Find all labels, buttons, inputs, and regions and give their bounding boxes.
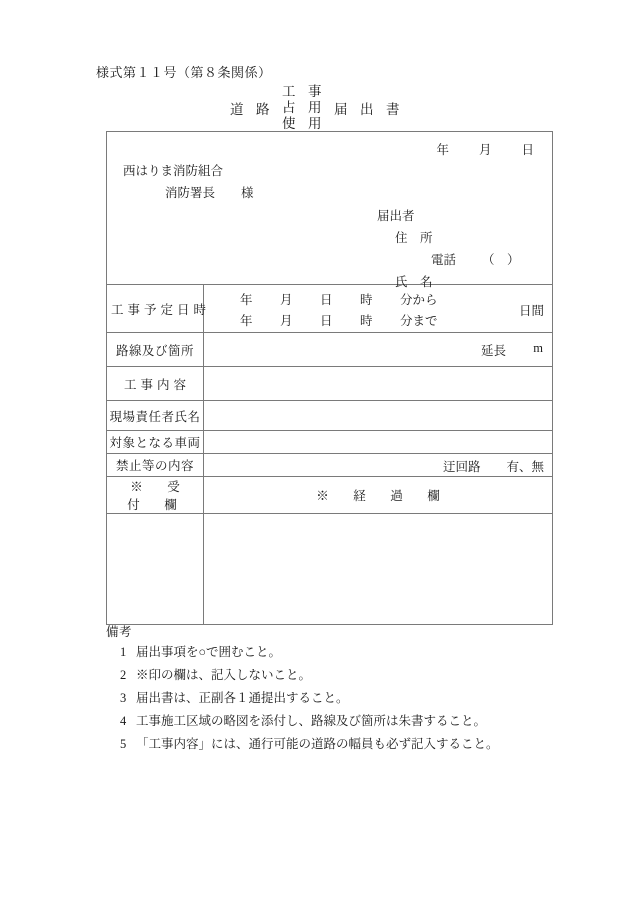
note-text: 工事施工区域の略図を添付し、路線及び箇所は朱書すること。 <box>136 713 487 728</box>
title-option-senyo-ch1: 占 <box>282 99 296 115</box>
schedule-to-hour: 時 <box>360 314 373 328</box>
title-suffix-3: 書 <box>386 101 400 117</box>
applicant-block <box>377 205 520 293</box>
note-item <box>106 644 576 661</box>
header-progress-column <box>204 477 553 514</box>
header-reception-text: ※ 受 付 欄 <box>127 480 205 512</box>
label-schedule-text: 工事予定日時 <box>111 302 211 317</box>
route-length-label: 延長 <box>480 344 506 358</box>
note-text: 「工事内容」には、通行可能の道路の幅員も必ず記入すること。 <box>136 736 499 751</box>
label-work-content-text: 工事内容 <box>123 377 190 392</box>
notes-section <box>106 622 576 758</box>
table-row-header-block <box>107 132 553 285</box>
notes-title: 備考 <box>106 625 133 639</box>
submission-date-line[interactable] <box>436 140 534 158</box>
label-route <box>107 333 204 367</box>
schedule-from-line <box>240 290 440 311</box>
label-work-content <box>107 367 204 401</box>
title-option-shiyo-ch2: 用 <box>308 115 322 131</box>
title-suffix-1: 届 <box>334 101 348 117</box>
detour-label: 迂回路 <box>442 460 481 474</box>
title-option-koji-ch2: 事 <box>308 84 322 99</box>
form-table <box>106 131 553 625</box>
schedule-to-day: 日 <box>320 314 333 328</box>
title-prefix-1: 道 <box>230 101 244 117</box>
schedule-to-minute: 分まで <box>400 314 438 328</box>
note-item <box>106 667 576 684</box>
table-row-restriction <box>107 454 553 477</box>
applicant-address-label[interactable]: 住 所 <box>395 231 433 245</box>
note-text: ※印の欄は、記入しないこと。 <box>136 667 312 682</box>
label-schedule <box>107 285 211 333</box>
table-row-target-vehicle <box>107 431 553 454</box>
applicant-phone-label: 電話 <box>431 253 457 267</box>
schedule-from-hour: 時 <box>360 293 373 307</box>
value-site-manager[interactable] <box>204 401 553 431</box>
note-text: 届出書は、正副各１通提出すること。 <box>136 690 349 705</box>
schedule-from-minute: 分から <box>400 293 438 307</box>
applicant-phone-line[interactable] <box>377 249 520 271</box>
header-reception-column <box>107 477 204 514</box>
date-year-label: 年 <box>436 143 449 157</box>
value-progress-column[interactable] <box>204 514 553 625</box>
addressee-organization: 西はりま消防組合 <box>123 164 224 178</box>
note-item <box>106 713 576 730</box>
applicant-label: 届出者 <box>377 209 415 223</box>
schedule-from-day: 日 <box>320 293 333 307</box>
value-target-vehicle[interactable] <box>204 431 553 454</box>
note-number: 4 <box>120 713 127 728</box>
schedule-to-year: 年 <box>240 314 253 328</box>
title-prefix-2: 路 <box>256 101 270 117</box>
applicant-name-label[interactable]: 氏 名 <box>395 275 433 289</box>
label-restriction <box>107 454 204 477</box>
applicant-phone-value: （ ） <box>482 253 520 267</box>
note-item <box>106 690 576 707</box>
addressee-honorific: 様 <box>241 186 254 200</box>
header-progress-text: ※ 経 過 欄 <box>316 489 446 503</box>
table-row-official-bodies <box>107 514 553 625</box>
title-option-senyo-ch2: 用 <box>308 99 322 115</box>
label-site-manager-text: 現場責任者氏名 <box>109 409 201 424</box>
title-option-koji <box>276 84 328 100</box>
value-restriction[interactable] <box>204 454 553 477</box>
value-reception-column[interactable] <box>107 514 204 625</box>
value-schedule[interactable] <box>204 285 553 333</box>
label-target-vehicle-text: 対象となる車両 <box>109 436 201 450</box>
schedule-duration-unit: 日間 <box>518 304 544 318</box>
title-option-stack <box>276 84 328 132</box>
form-number: 様式第１１号（第８条関係） <box>96 65 272 80</box>
title-option-shiyo-ch1: 使 <box>282 115 296 131</box>
table-row-work-content <box>107 367 553 401</box>
header-block-cell <box>107 132 553 289</box>
note-number: 5 <box>120 736 127 751</box>
note-number: 3 <box>120 690 127 705</box>
value-route[interactable] <box>204 333 553 367</box>
label-target-vehicle <box>107 431 204 454</box>
value-work-content[interactable] <box>204 367 553 401</box>
label-restriction-text: 禁止等の内容 <box>115 459 194 473</box>
note-number: 1 <box>120 645 127 659</box>
route-length-unit: m <box>533 341 543 355</box>
table-row-official-headers <box>107 477 553 514</box>
note-number: 2 <box>120 667 127 682</box>
detour-group[interactable] <box>443 457 544 475</box>
note-text: 届出事項を○で囲むこと。 <box>136 645 282 659</box>
document-title <box>0 84 630 132</box>
label-site-manager <box>107 401 204 431</box>
label-route-text: 路線及び箇所 <box>115 343 194 358</box>
title-option-senyo <box>276 100 328 116</box>
table-row-site-manager <box>107 401 553 431</box>
title-suffix-2: 出 <box>360 101 374 117</box>
title-row <box>224 84 406 132</box>
schedule-from-year: 年 <box>240 293 253 307</box>
table-row-schedule <box>107 285 553 333</box>
detour-options[interactable]: 有、無 <box>506 460 544 474</box>
note-item <box>106 736 576 753</box>
title-option-koji-ch1: 工 <box>282 84 296 99</box>
schedule-to-line <box>240 311 440 332</box>
date-day-label: 日 <box>521 143 534 157</box>
schedule-to-month: 月 <box>280 314 293 328</box>
title-option-shiyo <box>276 116 328 132</box>
addressee-chief <box>165 183 254 201</box>
schedule-from-month: 月 <box>280 293 293 307</box>
schedule-lines <box>240 290 440 332</box>
table-row-route <box>107 333 553 367</box>
addressee-chief-title: 消防署長 <box>165 186 216 200</box>
date-month-label: 月 <box>478 143 492 157</box>
